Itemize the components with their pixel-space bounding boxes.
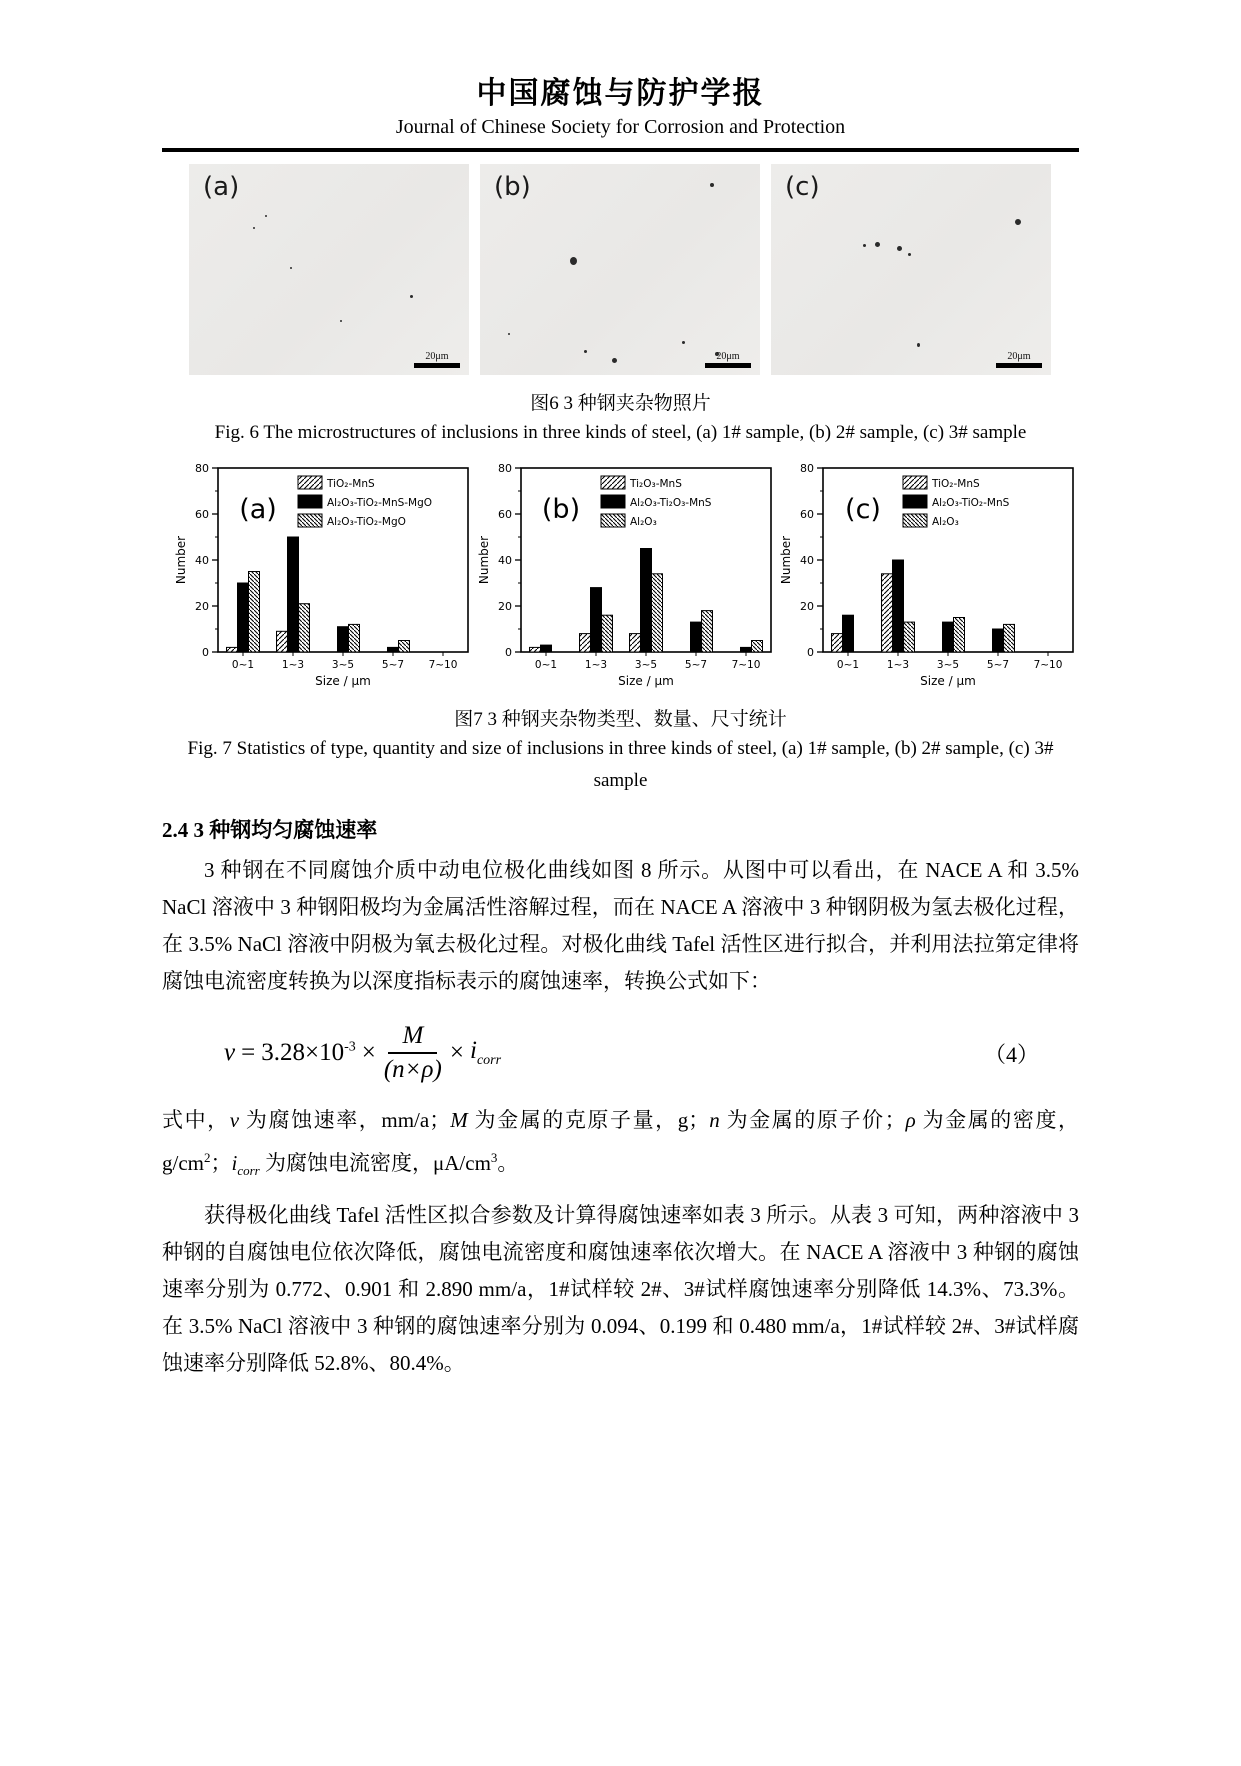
svg-text:Number: Number xyxy=(174,535,188,585)
svg-text:(b): (b) xyxy=(541,494,580,525)
svg-text:TiO₂-MnS: TiO₂-MnS xyxy=(327,478,375,490)
journal-title-zh: 中国腐蚀与防护学报 xyxy=(476,77,765,110)
bar-chart-svg xyxy=(174,454,474,696)
svg-text:0: 0 xyxy=(807,646,814,659)
svg-text:Number: Number xyxy=(779,535,793,585)
equation-number: （4） xyxy=(983,1041,1039,1067)
svg-text:Al₂O₃-TiO₂-MnS-MgO: Al₂O₃-TiO₂-MnS-MgO xyxy=(327,497,433,509)
svg-text:0~1: 0~1 xyxy=(231,659,255,671)
inclusion-dot xyxy=(340,320,342,322)
inclusion-dot xyxy=(682,341,685,344)
svg-text:0~1: 0~1 xyxy=(534,659,557,671)
svg-text:40: 40 xyxy=(497,554,512,567)
svg-text:Al₂O₃-TiO₂-MgO: Al₂O₃-TiO₂-MgO xyxy=(327,516,406,528)
svg-text:1~3: 1~3 xyxy=(584,659,607,671)
figure7-charts-row xyxy=(174,454,1079,696)
svg-text:0: 0 xyxy=(504,646,512,659)
svg-text:Al₂O₃: Al₂O₃ xyxy=(629,516,657,528)
inclusion-dot xyxy=(265,215,267,217)
svg-text:0: 0 xyxy=(202,646,209,659)
micrograph-panel-a xyxy=(189,164,469,375)
inclusion-dot xyxy=(570,257,577,265)
bar-chart-svg xyxy=(477,454,777,696)
scale-bar-line xyxy=(996,363,1042,368)
inclusion-dot xyxy=(612,358,617,363)
figure6-micrograph-row xyxy=(189,164,1051,375)
figure7-caption-en-line2: sample xyxy=(593,770,648,791)
figure6-caption-en: Fig. 6 The microstructures of inclusions in three kinds of steel, (a) 1# sample, (b) 2# sample, (c) 3# sample xyxy=(214,422,1027,443)
svg-text:TiO₂-MnS: TiO₂-MnS xyxy=(932,478,980,490)
svg-text:5~7: 5~7 xyxy=(381,659,405,671)
svg-text:40: 40 xyxy=(800,554,814,567)
svg-text:7~10: 7~10 xyxy=(1033,659,1063,671)
figure7-caption-en-line1: Fig. 7 Statistics of type, quantity and size of inclusions in three kinds of steel, (a) 1# sample, (b) 2# sample, (c) 3# xyxy=(187,738,1054,759)
svg-text:60: 60 xyxy=(800,508,814,521)
svg-text:Number: Number xyxy=(476,535,491,585)
svg-text:Ti₂O₃-MnS: Ti₂O₃-MnS xyxy=(629,478,682,490)
svg-text:(c): (c) xyxy=(845,494,881,525)
inclusion-dot xyxy=(863,244,866,247)
svg-text:60: 60 xyxy=(195,508,209,521)
svg-text:3~5: 3~5 xyxy=(331,659,355,671)
svg-text:7~10: 7~10 xyxy=(428,659,458,671)
svg-text:Al₂O₃-TiO₂-MnS: Al₂O₃-TiO₂-MnS xyxy=(932,497,1010,509)
inclusion-dot xyxy=(908,253,911,256)
panel-label: (a) xyxy=(203,172,240,202)
svg-text:20: 20 xyxy=(800,600,814,613)
svg-text:7~10: 7~10 xyxy=(731,659,760,671)
scale-bar-label: 20μm xyxy=(425,351,449,362)
inclusion-dot xyxy=(253,227,255,229)
svg-text:Al₂O₃-Ti₂O₃-MnS: Al₂O₃-Ti₂O₃-MnS xyxy=(629,497,711,509)
inclusion-dot xyxy=(710,183,714,187)
svg-text:(a): (a) xyxy=(239,494,277,525)
svg-text:5~7: 5~7 xyxy=(986,659,1010,671)
scale-bar-label: 20μm xyxy=(1007,351,1031,362)
paragraph-1: 3 种钢在不同腐蚀介质中动电位极化曲线如图 8 所示。从图中可以看出，在 NACE A 和 3.5% NaCl 溶液中 3 种钢阳极均为金属活性溶解过程，而在 NACE A 溶液中 3 种钢阴极为氢去极化过程，在 3.5% NaCl 溶液中阴极为氧去极化过程。对极化曲线 Tafel 活性区进行拟合，并利用法拉第定律将腐蚀电流密度转换为以深度指标表示的腐蚀速率，转换公式如下： xyxy=(162,858,1079,993)
svg-text:60: 60 xyxy=(497,508,512,521)
inclusion-dot xyxy=(875,242,880,247)
svg-text:Al₂O₃: Al₂O₃ xyxy=(932,516,959,528)
inclusion-dot xyxy=(897,246,902,251)
figure7-chart-a xyxy=(174,454,474,696)
inclusion-dot xyxy=(290,267,292,269)
bar-chart-svg xyxy=(779,454,1079,696)
scale-bar-line xyxy=(705,363,751,368)
equation-expression: v = $3.28\times 10^{-3}$ × $\frac{M}{(n\times\rho)}$ × $i_{corr}$ xyxy=(224,1022,502,1083)
scale-bar xyxy=(414,351,460,368)
svg-text:0~1: 0~1 xyxy=(836,659,860,671)
svg-text:20: 20 xyxy=(195,600,209,613)
micrograph-panel-c xyxy=(771,164,1051,375)
page-content xyxy=(162,0,1079,1382)
micrograph-panel-b xyxy=(480,164,760,375)
figure7-chart-b xyxy=(477,454,777,696)
svg-text:3~5: 3~5 xyxy=(936,659,960,671)
inclusion-dot xyxy=(508,333,510,335)
svg-text:5~7: 5~7 xyxy=(684,659,707,671)
scale-bar xyxy=(705,351,751,368)
inclusion-dot xyxy=(917,343,920,347)
inclusion-dot xyxy=(584,350,587,353)
figure7-caption-zh: 图7 3 种钢夹杂物类型、数量、尺寸统计 xyxy=(454,709,787,730)
equation-4 xyxy=(224,1022,1079,1084)
svg-text:80: 80 xyxy=(800,462,814,475)
svg-text:40: 40 xyxy=(195,554,209,567)
svg-text:Size / μm: Size / μm xyxy=(617,674,674,688)
fraction: $\frac{M}{(n\times\rho)}$ xyxy=(383,1022,442,1083)
figure7-chart-c xyxy=(779,454,1079,696)
scale-bar xyxy=(996,351,1042,368)
paragraph-3: 获得极化曲线 Tafel 活性区拟合参数及计算得腐蚀速率如表 3 所示。从表 3 可知，两种溶液中 3 种钢的自腐蚀电位依次降低，腐蚀电流密度和腐蚀速率依次增大。在 NACE A 溶液中 3 种钢的腐蚀速率分别为 0.772、0.901 和 2.890 mm/a，1#试样较 2#、3#试样腐蚀速率分别降低 14.3%、73.3%。在 3.5% NaCl 溶液中 3 种钢的腐蚀速率分别为 0.094、0.199 和 0.480 mm/a，1#试样较 2#、3#试样腐蚀速率分别降低 52.8%、80.4%。 xyxy=(162,1203,1079,1376)
svg-text:Size / μm: Size / μm xyxy=(920,674,976,688)
figure6-caption-zh: 图6 3 种钢夹杂物照片 xyxy=(530,393,711,414)
section-heading: 2.4 3 种钢均匀腐蚀速率 xyxy=(162,818,378,842)
inclusion-dot xyxy=(410,295,413,298)
paragraph-2: 式中，v 为腐蚀速率，mm/a；M 为金属的克原子量，g；n 为金属的原子价；ρ 为金属的密度，$g/cm^2$；$i_{corr}$ 为腐蚀电流密度，$\mu A/cm^3$。 xyxy=(162,1108,1080,1179)
header-rule xyxy=(162,148,1079,152)
svg-text:Size / μm: Size / μm xyxy=(315,674,371,688)
scale-bar-line xyxy=(414,363,460,368)
svg-text:80: 80 xyxy=(497,462,512,475)
svg-text:20: 20 xyxy=(497,600,512,613)
svg-text:1~3: 1~3 xyxy=(886,659,910,671)
scale-bar-label: 20μm xyxy=(716,351,740,362)
panel-label: (b) xyxy=(494,172,531,202)
svg-text:3~5: 3~5 xyxy=(634,659,657,671)
journal-title-en: Journal of Chinese Society for Corrosion and Protection xyxy=(395,116,846,138)
svg-text:1~3: 1~3 xyxy=(281,659,305,671)
panel-label: (c) xyxy=(785,172,820,202)
svg-text:80: 80 xyxy=(195,462,209,475)
inclusion-dot xyxy=(1015,219,1021,225)
